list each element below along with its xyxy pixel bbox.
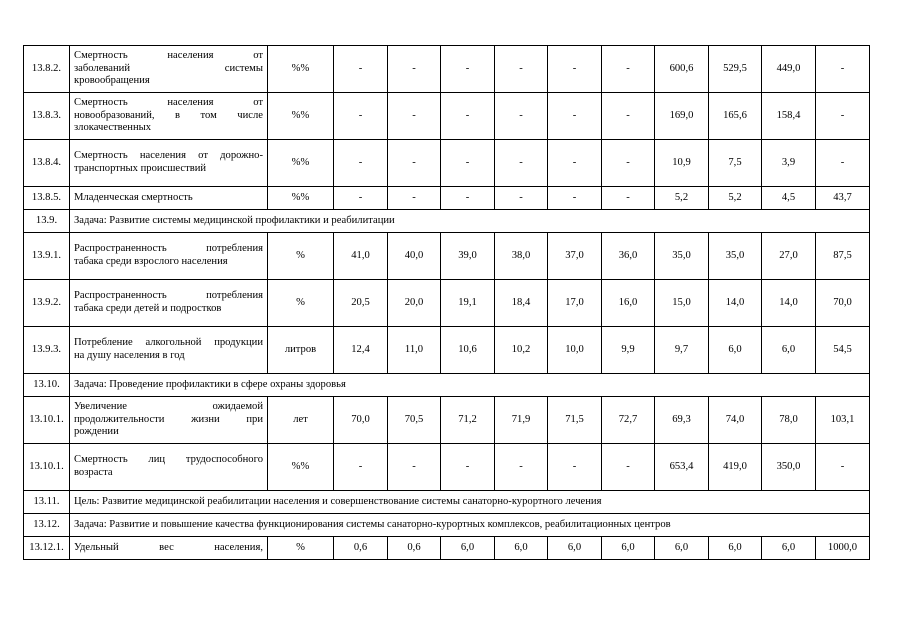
section-title: Цель: Развитие медицинской реабилитации населения и совершенствование системы санаторно-курортного лечения [70, 491, 870, 514]
value-cell: 10,9 [655, 140, 709, 187]
unit-cell: % [268, 233, 334, 280]
table-row [24, 537, 870, 560]
value-cell: - [388, 444, 441, 491]
indicator-name [70, 444, 268, 491]
value-cell: 3,9 [762, 140, 816, 187]
value-cell: 70,5 [388, 397, 441, 444]
value-cell: 7,5 [709, 140, 762, 187]
row-number: 13.8.2. [24, 46, 70, 93]
value-cell: 74,0 [709, 397, 762, 444]
value-cell: - [495, 187, 548, 210]
value-cell: 12,4 [334, 327, 388, 374]
unit-cell: %% [268, 444, 334, 491]
value-cell: 158,4 [762, 93, 816, 140]
value-cell: 1000,0 [816, 537, 870, 560]
row-number: 13.10.1. [24, 444, 70, 491]
value-cell: 38,0 [495, 233, 548, 280]
row-number: 13.9.2. [24, 280, 70, 327]
unit-cell: % [268, 280, 334, 327]
table-row [24, 280, 870, 327]
indicator-name [70, 327, 268, 374]
unit-cell: %% [268, 46, 334, 93]
indicator-name [70, 46, 268, 93]
value-cell: 19,1 [441, 280, 495, 327]
table-row [24, 46, 870, 93]
value-cell: 18,4 [495, 280, 548, 327]
indicator-line-last: кровообращения [74, 75, 150, 87]
value-cell: - [334, 46, 388, 93]
value-cell: 10,0 [548, 327, 602, 374]
value-cell: - [602, 187, 655, 210]
unit-cell: %% [268, 93, 334, 140]
section-title: Задача: Проведение профилактики в сфере охраны здоровья [70, 374, 870, 397]
value-cell: - [816, 140, 870, 187]
indicator-line-last: возраста [74, 467, 113, 478]
value-cell: - [495, 46, 548, 93]
unit-cell: % [268, 537, 334, 560]
value-cell: - [334, 187, 388, 210]
section-row [24, 210, 870, 233]
row-number: 13.8.3. [24, 93, 70, 140]
row-number: 13.11. [24, 491, 70, 514]
row-number: 13.12.1. [24, 537, 70, 560]
value-cell: 40,0 [388, 233, 441, 280]
value-cell: 0,6 [388, 537, 441, 560]
value-cell: 103,1 [816, 397, 870, 444]
value-cell: - [602, 140, 655, 187]
value-cell: 15,0 [655, 280, 709, 327]
value-cell: - [334, 93, 388, 140]
indicator-line: Потребление алкогольной продукции [74, 337, 263, 349]
unit-cell: %% [268, 140, 334, 187]
value-cell: 5,2 [709, 187, 762, 210]
indicator-line: Распространенность потребления [74, 290, 263, 302]
section-title: Задача: Развитие и повышение качества функционирования системы санаторно-курортных комплексов, реабилитационных центров [70, 514, 870, 537]
indicator-line-last: табака среди детей и подростков [74, 303, 222, 314]
value-cell: - [495, 140, 548, 187]
table-row [24, 327, 870, 374]
value-cell: 6,0 [548, 537, 602, 560]
indicator-line: Смертность населения от дорожно- [74, 150, 263, 162]
indicator-line-last: транспортных происшествий [74, 163, 207, 174]
table-body [24, 46, 870, 560]
value-cell: 6,0 [709, 327, 762, 374]
value-cell: 14,0 [709, 280, 762, 327]
value-cell: - [441, 140, 495, 187]
value-cell: 6,0 [441, 537, 495, 560]
value-cell: 6,0 [655, 537, 709, 560]
unit-cell: %% [268, 187, 334, 210]
value-cell: - [602, 93, 655, 140]
indicator-name [70, 140, 268, 187]
value-cell: 20,5 [334, 280, 388, 327]
indicator-name [70, 187, 268, 210]
value-cell: 36,0 [602, 233, 655, 280]
row-number: 13.9.1. [24, 233, 70, 280]
indicator-name [70, 537, 268, 560]
value-cell: 43,7 [816, 187, 870, 210]
table-row [24, 397, 870, 444]
value-cell: 17,0 [548, 280, 602, 327]
row-number: 13.12. [24, 514, 70, 537]
value-cell: 529,5 [709, 46, 762, 93]
value-cell: 70,0 [334, 397, 388, 444]
indicator-line-last: табака среди взрослого населения [74, 256, 228, 267]
section-title: Задача: Развитие системы медицинской профилактики и реабилитации [70, 210, 870, 233]
indicator-line: Удельный вес населения, [74, 541, 263, 553]
value-cell: 419,0 [709, 444, 762, 491]
value-cell: 16,0 [602, 280, 655, 327]
row-number: 13.9. [24, 210, 70, 233]
value-cell: 35,0 [655, 233, 709, 280]
indicator-line: Распространенность потребления [74, 243, 263, 255]
value-cell: - [495, 93, 548, 140]
value-cell: - [388, 46, 441, 93]
value-cell: - [602, 46, 655, 93]
table-row [24, 233, 870, 280]
value-cell: - [816, 93, 870, 140]
value-cell: 35,0 [709, 233, 762, 280]
value-cell: 71,2 [441, 397, 495, 444]
value-cell: 6,0 [602, 537, 655, 560]
value-cell: 9,7 [655, 327, 709, 374]
value-cell: 72,7 [602, 397, 655, 444]
value-cell: 71,9 [495, 397, 548, 444]
table-row [24, 93, 870, 140]
indicator-line-last: Младенческая смертность [74, 191, 193, 203]
value-cell: 6,0 [762, 327, 816, 374]
table-row [24, 140, 870, 187]
indicator-line: продолжительности жизни при [74, 413, 263, 425]
value-cell: - [388, 187, 441, 210]
indicator-line: Смертность населения от [74, 49, 263, 61]
value-cell: - [441, 444, 495, 491]
value-cell: - [441, 93, 495, 140]
value-cell: - [495, 444, 548, 491]
indicator-line: Смертность населения от [74, 96, 263, 108]
value-cell: - [388, 140, 441, 187]
row-number: 13.8.5. [24, 187, 70, 210]
value-cell: 10,6 [441, 327, 495, 374]
indicators-table [23, 45, 870, 560]
value-cell: 653,4 [655, 444, 709, 491]
value-cell: 70,0 [816, 280, 870, 327]
value-cell: - [548, 444, 602, 491]
indicator-name [70, 397, 268, 444]
indicator-name [70, 280, 268, 327]
value-cell: 449,0 [762, 46, 816, 93]
value-cell: 27,0 [762, 233, 816, 280]
value-cell: 71,5 [548, 397, 602, 444]
value-cell: 0,6 [334, 537, 388, 560]
section-row [24, 374, 870, 397]
value-cell: 41,0 [334, 233, 388, 280]
value-cell: 39,0 [441, 233, 495, 280]
row-number: 13.9.3. [24, 327, 70, 374]
value-cell: 69,3 [655, 397, 709, 444]
value-cell: - [548, 46, 602, 93]
value-cell: - [602, 444, 655, 491]
table-row [24, 444, 870, 491]
indicator-line: заболеваний системы [74, 62, 263, 74]
value-cell: - [388, 93, 441, 140]
value-cell: 11,0 [388, 327, 441, 374]
value-cell: 6,0 [709, 537, 762, 560]
section-row [24, 491, 870, 514]
value-cell: 87,5 [816, 233, 870, 280]
value-cell: - [441, 46, 495, 93]
value-cell: - [441, 187, 495, 210]
indicator-line-last: злокачественных [74, 122, 152, 134]
unit-cell: литров [268, 327, 334, 374]
value-cell: 165,6 [709, 93, 762, 140]
unit-cell: лет [268, 397, 334, 444]
value-cell: - [548, 187, 602, 210]
value-cell: - [816, 46, 870, 93]
value-cell: 600,6 [655, 46, 709, 93]
indicator-line-last: рождении [74, 426, 119, 438]
row-number: 13.8.4. [24, 140, 70, 187]
value-cell: 6,0 [762, 537, 816, 560]
value-cell: 9,9 [602, 327, 655, 374]
value-cell: 6,0 [495, 537, 548, 560]
value-cell: - [548, 93, 602, 140]
value-cell: - [334, 444, 388, 491]
indicator-name [70, 93, 268, 140]
section-row [24, 514, 870, 537]
value-cell: 54,5 [816, 327, 870, 374]
indicator-name [70, 233, 268, 280]
value-cell: 37,0 [548, 233, 602, 280]
indicator-line: Увеличение ожидаемой [74, 400, 263, 412]
value-cell: 10,2 [495, 327, 548, 374]
row-number: 13.10.1. [24, 397, 70, 444]
value-cell: 78,0 [762, 397, 816, 444]
value-cell: - [816, 444, 870, 491]
indicator-line: новообразований, в том числе [74, 109, 263, 121]
value-cell: 5,2 [655, 187, 709, 210]
value-cell: - [334, 140, 388, 187]
value-cell: 20,0 [388, 280, 441, 327]
value-cell: 169,0 [655, 93, 709, 140]
value-cell: 14,0 [762, 280, 816, 327]
value-cell: 4,5 [762, 187, 816, 210]
value-cell: - [548, 140, 602, 187]
table-row [24, 187, 870, 210]
value-cell: 350,0 [762, 444, 816, 491]
indicator-line-last: на душу населения в год [74, 350, 185, 361]
indicator-line: Смертность лиц трудоспособного [74, 454, 263, 466]
row-number: 13.10. [24, 374, 70, 397]
